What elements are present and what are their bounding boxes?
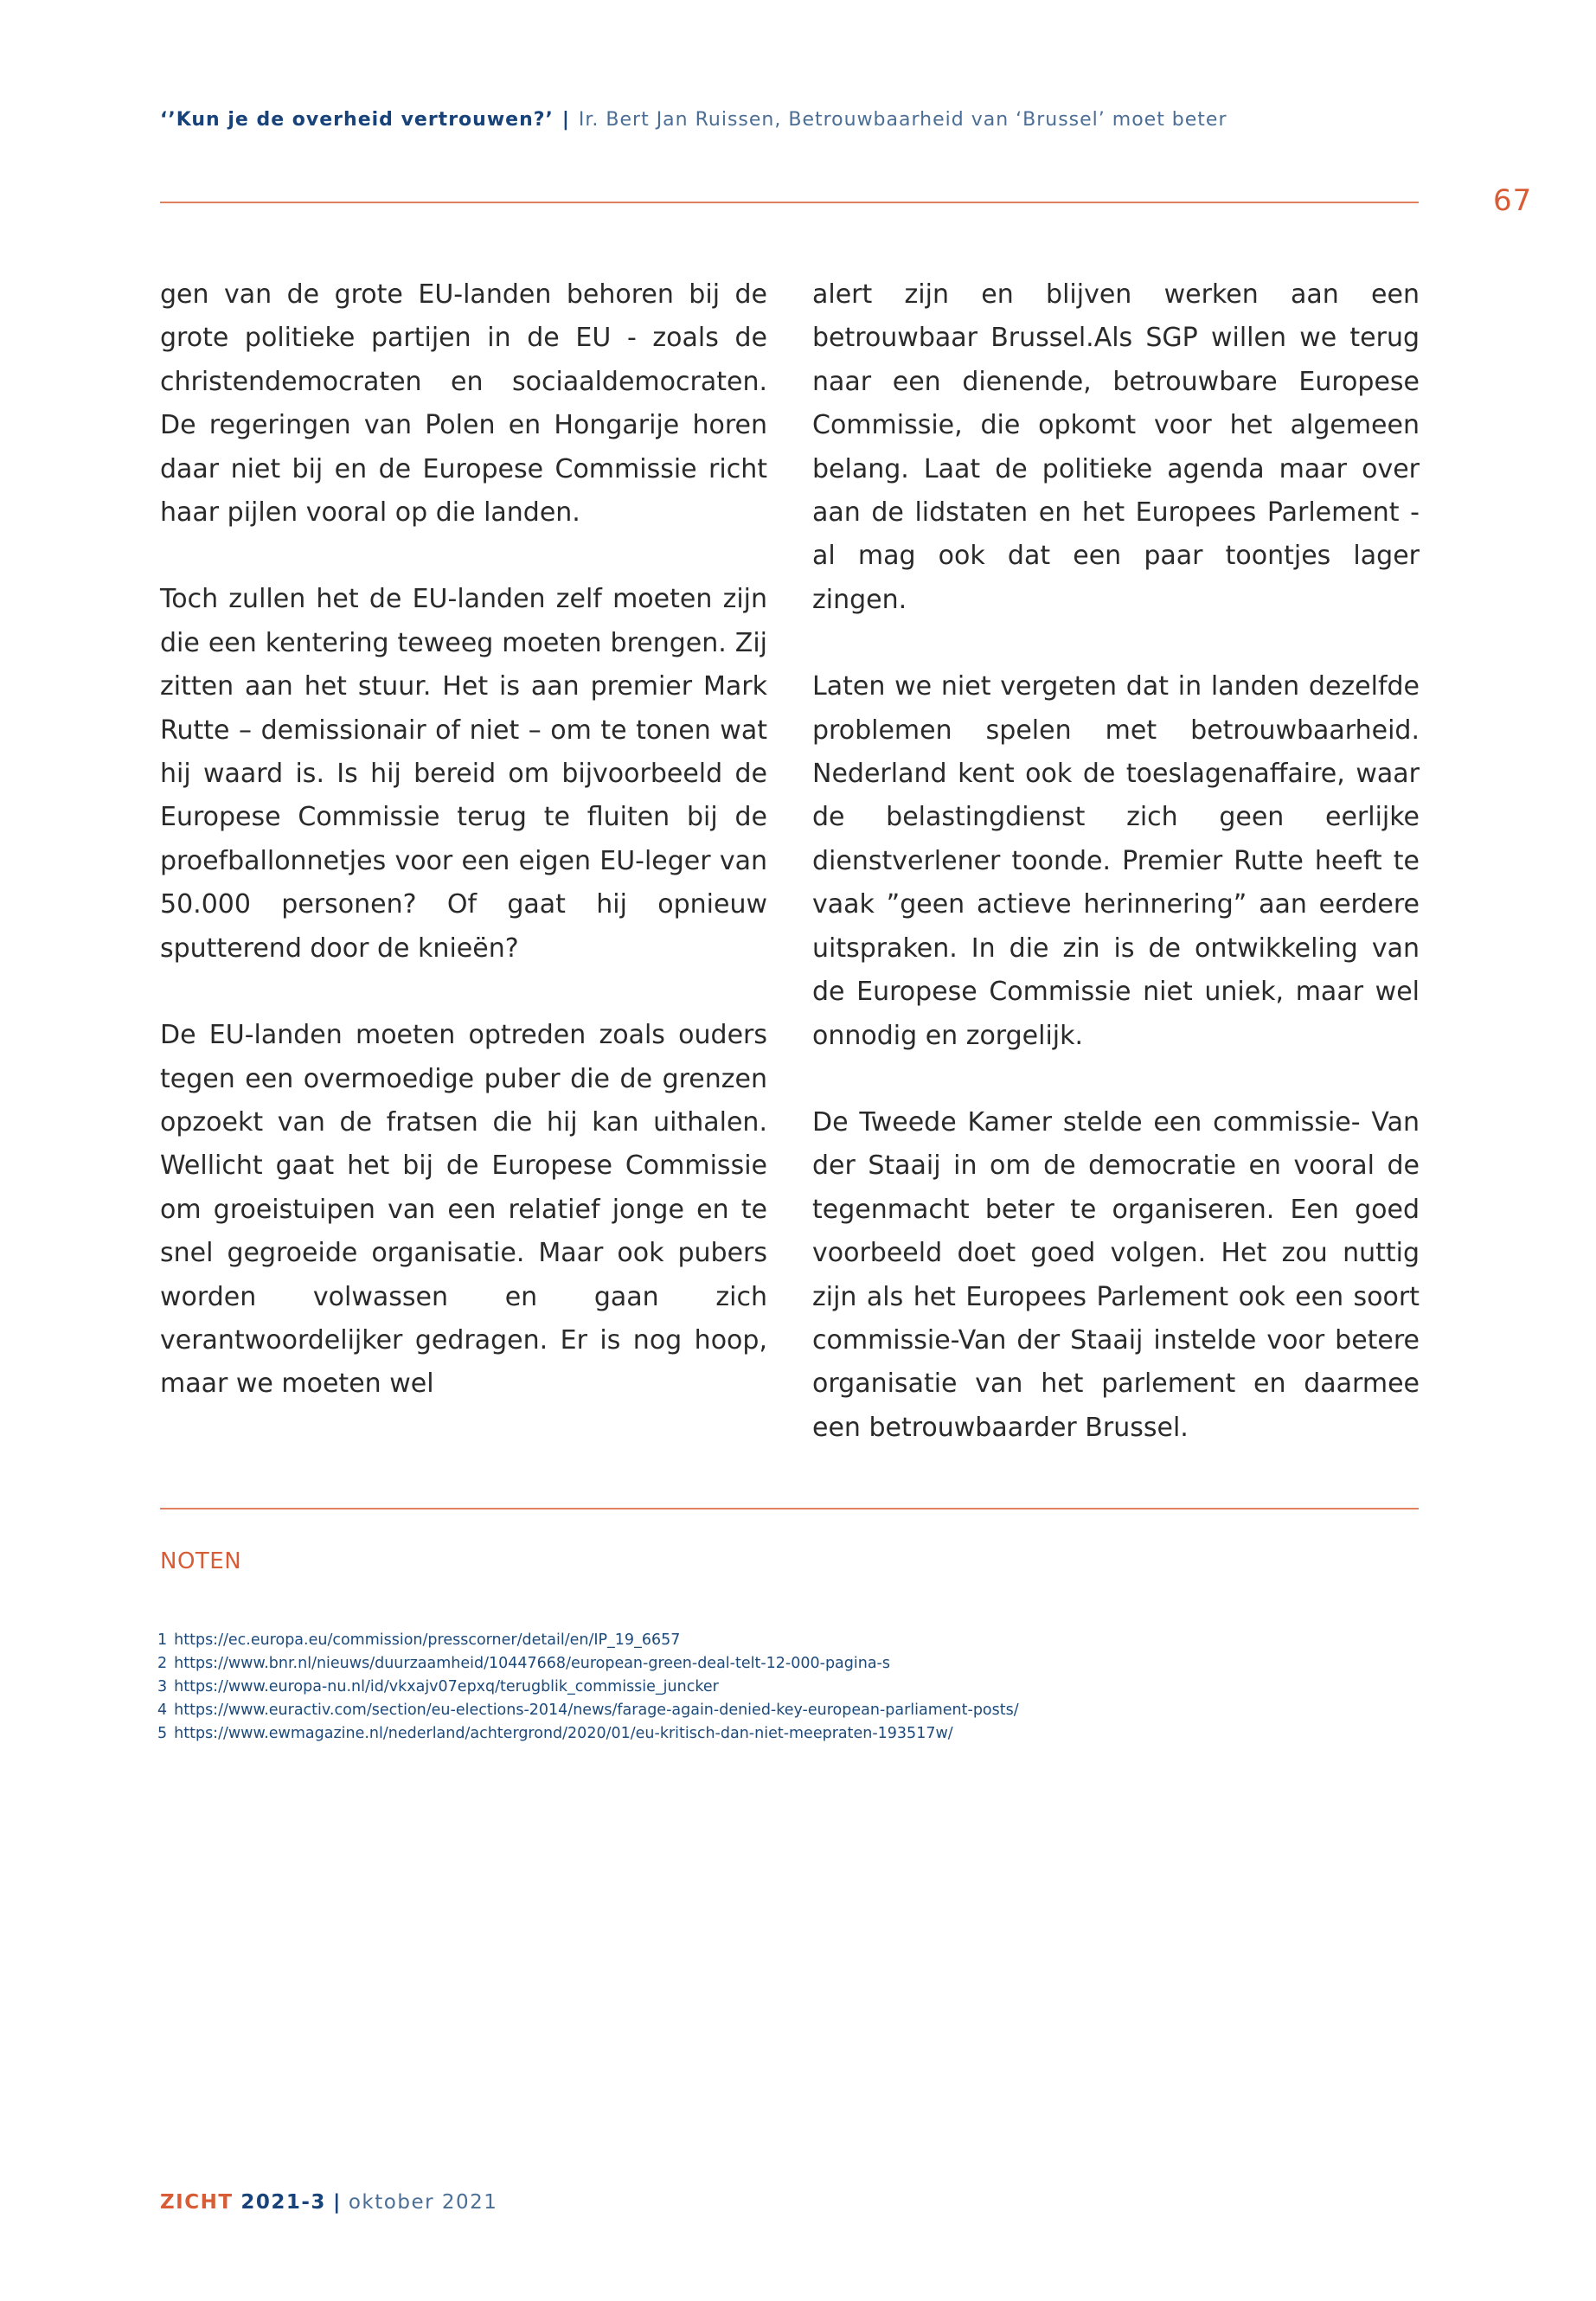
footnote-link[interactable]: https://www.europa-nu.nl/id/vkxajv07epxq/terugblik_commissie_juncker xyxy=(174,1678,719,1695)
body-paragraph: gen van de grote EU-landen behoren bij de grote politieke partijen in de EU - zoals de christendemocraten en sociaaldemocraten. De regeringen van Polen en Hongarije horen daar niet bij en de Europese Commissie richt haar pijlen vooral op die landen. xyxy=(160,279,767,529)
footnote-number: 2 xyxy=(157,1655,168,1672)
footnote-item xyxy=(157,1699,1019,1722)
body-paragraph: Laten we niet vergeten dat in landen dezelfde problemen spelen met betrouwbaarheid. Nederland kent ook de toeslagenaffaire, waar de belastingdienst zich geen eerlijke dienstverlener toonde. Premier Rutte heeft te vaak ”geen actieve herinnering” aan eerdere uitspraken. In die zin is de ontwikkeling van de Europese Commissie niet uniek, maar wel onnodig en zorgelijk. xyxy=(812,671,1420,1051)
footer-issue: 2021-3 xyxy=(240,2191,326,2214)
footnote-link[interactable]: https://www.euractiv.com/section/eu-elections-2014/news/farage-again-denied-key-european-parliament-posts/ xyxy=(174,1702,1019,1719)
footer-separator: | xyxy=(332,2191,342,2214)
running-head-subtitle: Ir. Bert Jan Ruissen, Betrouwbaarheid van ‘Brussel’ moet beter xyxy=(578,109,1227,131)
running-head-separator: | xyxy=(561,109,570,131)
body-paragraph: De Tweede Kamer stelde een commissie- Van der Staaij in om de democratie en vooral de tegenmacht beter te organiseren. Een goed voorbeeld doet goed volgen. Het zou nuttig zijn als het Europees Parlement ook een soort commissie-Van der Staaij instelde voor betere organisatie van het parlement en daarmee een betrouwbaarder Brussel. xyxy=(812,1106,1420,1443)
footnote-link[interactable]: https://ec.europa.eu/commission/presscorner/detail/en/IP_19_6657 xyxy=(174,1631,681,1649)
footnote-item xyxy=(157,1652,1019,1676)
footnote-number: 3 xyxy=(157,1678,168,1695)
footnote-item xyxy=(157,1676,1019,1699)
footnote-link[interactable]: https://www.bnr.nl/nieuws/duurzaamheid/10447668/european-green-deal-telt-12-000-pagina-s xyxy=(174,1655,890,1672)
footnote-number: 1 xyxy=(157,1631,168,1649)
body-paragraph: alert zijn en blijven werken aan een betrouwbaar Brussel.Als SGP willen we terug naar een dienende, betrouwbare Europese Commissie, die opkomt voor het algemeen belang. Laat de politieke agenda maar over aan de lidstaten en het Europees Parlement - al mag ook dat een paar toontjes lager zingen. xyxy=(812,279,1420,615)
footnote-list xyxy=(157,1629,1019,1746)
footnote-number: 5 xyxy=(157,1725,168,1742)
notes-rule xyxy=(160,1508,1419,1509)
header-rule xyxy=(160,202,1419,203)
page-number: 67 xyxy=(1493,183,1533,218)
footnote-item xyxy=(157,1722,1019,1746)
running-head-title: ‘’Kun je de overheid vertrouwen?’ xyxy=(160,109,554,131)
right-column xyxy=(812,273,1420,1493)
body-paragraph: Toch zullen het de EU-landen zelf moeten zijn die een kentering teweeg moeten brengen. Zij zitten aan het stuur. Het is aan premier Mark Rutte – demissionair of niet – om te tonen wat hij waard is. Is hij bereid om bijvoorbeeld de Europese Commissie terug te fluiten bij de proefballonnetjes voor een eigen EU-leger van 50.000 personen? Of gaat hij opnieuw sputterend door de knieën? xyxy=(160,584,767,964)
footnote-item xyxy=(157,1629,1019,1652)
body-paragraph: De EU-landen moeten optreden zoals ouders tegen een overmoedige puber die de grenzen opzoekt van de fratsen die hij kan uithalen. Wellicht gaat het bij de Europese Commissie om groeistuipen van een relatief jonge en te snel gegroeide organisatie. Maar ook pubers worden volwassen en gaan zich verantwoordelijker gedragen. Er is nog hoop, maar we moeten wel xyxy=(160,1020,767,1400)
footnote-link[interactable]: https://www.ewmagazine.nl/nederland/achtergrond/2020/01/eu-kritisch-dan-niet-meepraten-193517w/ xyxy=(174,1725,953,1742)
footer-date: oktober 2021 xyxy=(348,2191,498,2214)
footer-brand: ZICHT xyxy=(160,2191,234,2214)
left-column xyxy=(160,273,767,1450)
running-head xyxy=(160,109,1227,131)
notes-heading: NOTEN xyxy=(160,1548,242,1574)
page-footer xyxy=(160,2191,497,2214)
footnote-number: 4 xyxy=(157,1702,168,1719)
